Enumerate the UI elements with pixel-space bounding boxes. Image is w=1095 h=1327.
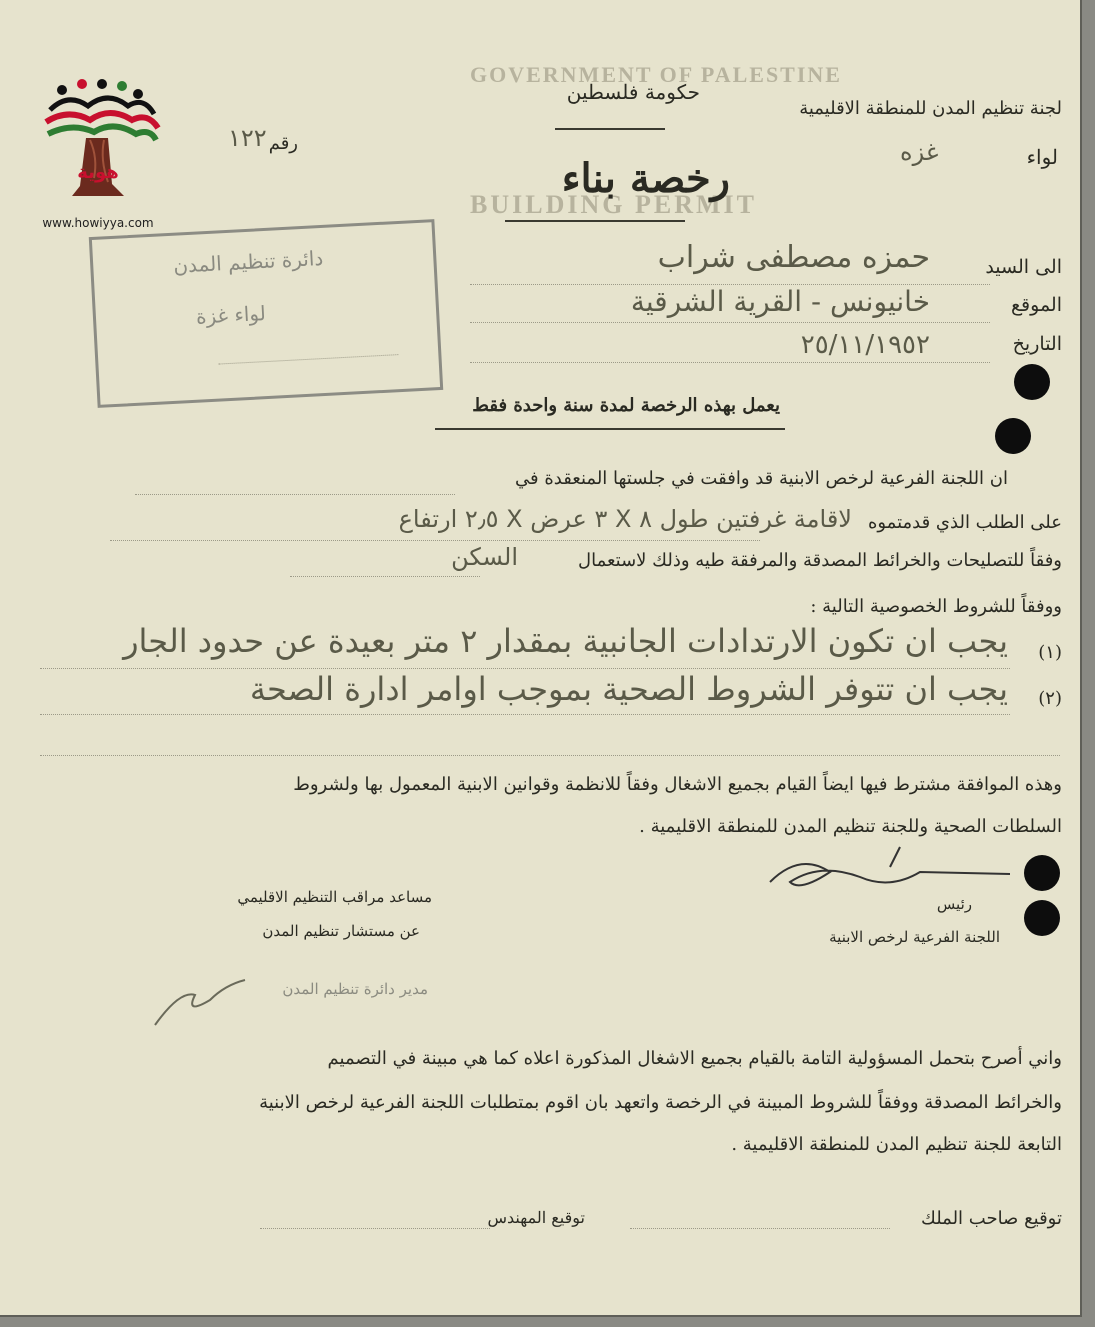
- faint-english-title: BUILDING PERMIT: [470, 190, 757, 219]
- punch-hole-bottom-2: [1024, 900, 1060, 936]
- owner-signature-label: توقيع صاحب الملك: [921, 1208, 1062, 1229]
- use-rule: [290, 576, 480, 577]
- office-stamp: [89, 219, 443, 408]
- punch-hole-bottom-1: [1024, 855, 1060, 891]
- chair-organization: اللجنة الفرعية لرخص الابنية: [829, 928, 1000, 946]
- agreement-line-1: وهذه الموافقة مشترط فيها ايضاً القيام بجميع الاشغال وفقاً للانظمة وقوانين الابنية المعمول بها ولشروط: [293, 774, 1062, 795]
- punch-hole-top-2: [995, 418, 1031, 454]
- director-title: مدير دائرة تنظيم المدن: [282, 980, 428, 998]
- date-value: ٢٥/١١/١٩٥٢: [800, 330, 930, 360]
- date-rule: [470, 362, 990, 363]
- request-value: لاقامة غرفتين طول ٨ X ٣ عرض X ٢٫٥ ارتفاع: [398, 505, 852, 533]
- number-value: ١٢٢: [228, 124, 267, 152]
- location-value: خانيونس - القرية الشرقية: [630, 285, 930, 318]
- condition-2-rule: [40, 714, 1010, 715]
- owner-signature-rule: [630, 1228, 890, 1229]
- agreement-line-2: السلطات الصحية وللجنة تنظيم المدن للمنطقة الاقليمية .: [639, 816, 1062, 837]
- stamp-line-1: دائرة تنظيم المدن: [172, 245, 324, 278]
- chair-title: رئيس: [936, 895, 972, 913]
- declaration-line-2: والخرائط المصدقة ووفقاً للشروط المبينة في الرخصة واتعهد بان اقوم بمتطلبات اللجنة الفرعية لرخص الابنية: [259, 1092, 1062, 1113]
- district-label: لواء: [1026, 145, 1058, 169]
- date-label: التاريخ: [1012, 333, 1062, 355]
- to-label: الى السيد: [985, 256, 1062, 278]
- condition-2-text: يجب ان تتوفر الشروط الصحية بموجب اوامر ادارة الصحة: [249, 670, 1008, 708]
- condition-2-number: (٢): [1038, 688, 1062, 709]
- tree-logo-icon: [28, 78, 168, 233]
- howiyya-logo: [28, 78, 168, 233]
- committee-heading: لجنة تنظيم المدن للمنطقة الاقليمية: [799, 98, 1062, 119]
- conditions-label: ووفقاً للشروط الخصوصية التالية :: [810, 596, 1062, 617]
- chair-signature-scribble: [760, 842, 1020, 922]
- heading-rule: [555, 128, 665, 130]
- condition-1-text: يجب ان تكون الارتدادات الجانبية بمقدار ٢ متر بعيدة عن حدود الجار: [123, 622, 1008, 660]
- number-label: رقم: [268, 133, 298, 154]
- declaration-line-1: واني أصرح بتحمل المسؤولية التامة بالقيام بجميع الاشغال المذكورة اعلاه كما هي مبينة في التصميم: [327, 1048, 1062, 1069]
- validity-rule: [435, 428, 785, 430]
- district-value: غزه: [900, 138, 939, 166]
- condition-1-number: (١): [1038, 642, 1062, 663]
- permit-title: رخصة بناء: [561, 155, 730, 202]
- logo-url: www.howiyya.com: [42, 216, 154, 230]
- punch-hole-top-1: [1014, 364, 1050, 400]
- use-value: السكن: [451, 543, 518, 571]
- government-heading: حكومة فلسطين: [566, 80, 700, 104]
- engineer-signature-rule: [260, 1228, 490, 1229]
- location-rule: [470, 322, 990, 323]
- assistant-org: عن مستشار تنظيم المدن: [262, 922, 420, 940]
- approval-line: ان اللجنة الفرعية لرخص الابنية قد وافقت في جلستها المنعقدة في: [514, 468, 1008, 489]
- declaration-line-3: التابعة للجنة تنظيم المدن للمنطقة الاقليمية .: [731, 1134, 1062, 1155]
- stamp-rule: [219, 354, 399, 364]
- blank-rule: [40, 755, 1060, 756]
- validity-note: يعمل بهذه الرخصة لمدة سنة واحدة فقط: [472, 395, 780, 416]
- assistant-title: مساعد مراقب التنظيم الاقليمي: [237, 888, 432, 906]
- title-rule: [505, 220, 685, 222]
- faint-english-heading: GOVERNMENT OF PALESTINE: [470, 62, 842, 87]
- to-value: حمزه مصطفى شراب: [657, 240, 930, 275]
- request-rule: [110, 540, 760, 541]
- director-signature-scribble: [150, 970, 250, 1030]
- engineer-signature-label: توقيع المهندس: [487, 1208, 585, 1227]
- stamp-line-2: لواء غزة: [195, 301, 267, 329]
- approval-rule: [135, 494, 455, 495]
- condition-1-rule: [40, 668, 1010, 669]
- location-label: الموقع: [1010, 294, 1062, 316]
- request-label: على الطلب الذي قدمتموه: [867, 512, 1062, 533]
- plans-line: وفقاً للتصليحات والخرائط المصدقة والمرفقة طيه وذلك لاستعمال: [578, 550, 1062, 571]
- logo-name: هوية: [77, 162, 119, 183]
